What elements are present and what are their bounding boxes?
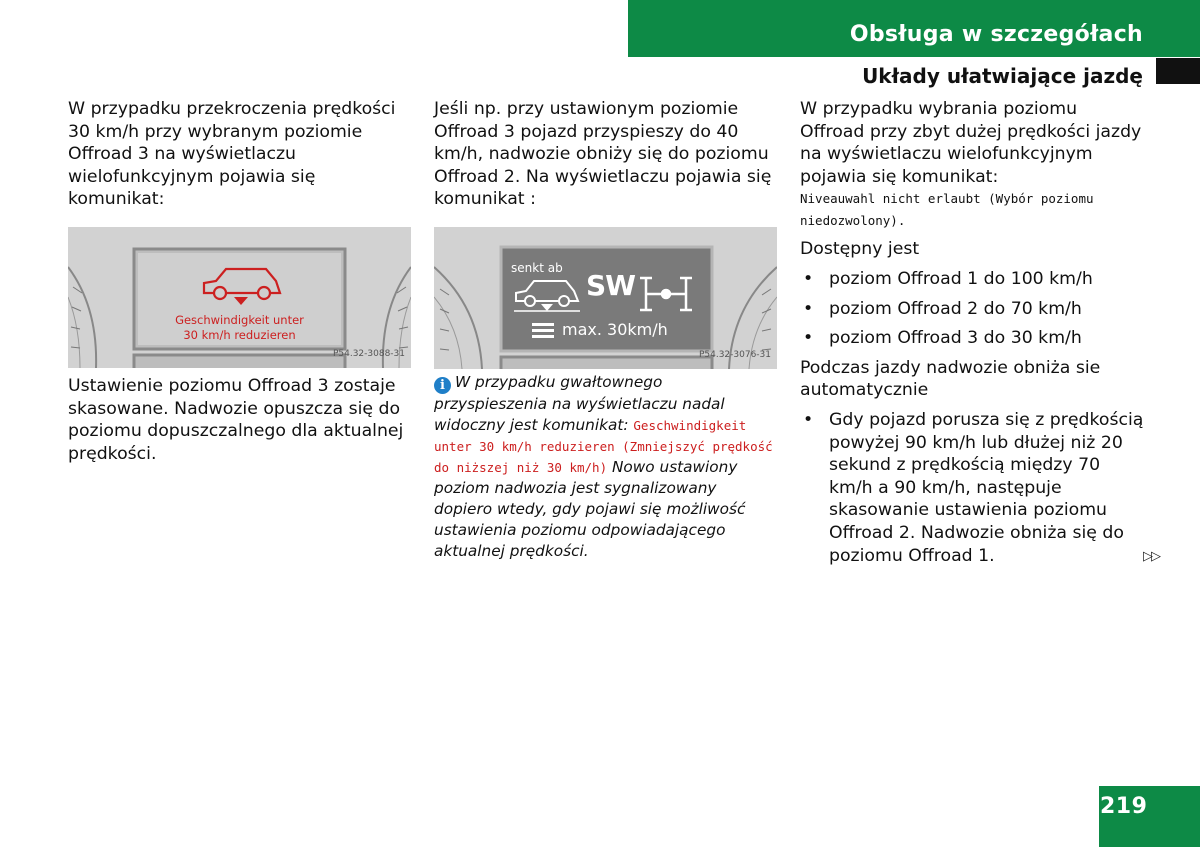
figure-code: P54.32-3076-31: [698, 350, 771, 361]
display-sw-text: SW: [586, 268, 636, 302]
axle-icon: [634, 272, 698, 316]
available-label: Dostępny jest: [800, 239, 920, 260]
note-part1: W przypadku gwałtownego przyspieszenia na wyświetlaczu nadal widoczny jest komunikat:: [434, 372, 725, 434]
display-figure-2: [434, 227, 777, 369]
col3-intro: W przypadku wybrania poziomu Offroad przy zbyt dużej prędkości jazdy na wyświetlaczu wielofunkcyjnym pojawia się komunikat:: [800, 99, 1142, 187]
column-2: [434, 98, 779, 562]
section-title: Obsługa w szczegółach: [849, 22, 1143, 47]
list-item: • poziom Offroad 2 do 70 km/h: [800, 298, 1145, 321]
auto-list: [800, 409, 1145, 567]
info-note: [434, 372, 779, 562]
figure-code: P54.32-3088-31: [332, 349, 405, 360]
col1-intro: W przypadku przekroczenia prędkości 30 km/h przy wybranym poziomie Offroad 3 na wyświetlaczu wielofunkcyjnym pojawia się komunikat:: [68, 99, 396, 210]
display-message-line1: Geschwindigkeit unter: [175, 312, 304, 327]
display-message-line2: 30 km/h reduzieren: [183, 327, 296, 342]
car-lower-icon: [196, 259, 286, 307]
level-list: [800, 268, 1145, 350]
col1-after: Ustawienie poziomu Offroad 3 zostaje skasowane. Nadwozie opuszcza się do poziomu dopuszczalnego dla aktualnej prędkości.: [68, 375, 404, 464]
info-icon: i: [434, 377, 451, 394]
auto-label: Podczas jazdy nadwozie obniża sie automatycznie: [800, 357, 1101, 401]
chapter-tab-marker: [1156, 58, 1200, 84]
continue-marker: ▷▷: [1143, 549, 1159, 564]
car-lower-icon: [512, 277, 582, 315]
subsection-title: Układy ułatwiające jazdę: [862, 64, 1143, 88]
list-item: • poziom Offroad 3 do 30 km/h: [800, 327, 1145, 350]
display-figure-1: [68, 227, 411, 368]
display-speed-text: max. 30km/h: [562, 319, 668, 339]
display-top-text: senkt ab: [511, 260, 563, 275]
note-message: Geschwindigkeit unter 30 km/h reduzieren (Zmniejszyć prędkość do niższej niż 30 km/h): [434, 417, 773, 475]
col2-intro: Jeśli np. przy ustawionym poziomie Offroad 3 pojazd przyspieszy do 40 km/h, nadwozie obniży się do poziomu Offroad 2. Na wyświetlaczu pojawia się komunikat :: [434, 99, 772, 210]
list-item: • Gdy pojazd porusza się z prędkością powyżej 90 km/h lub dłużej niż 20 sekund z prędkością między 70 km/h a 90 km/h, następuje skasowanie ustawienia poziomu Offroad 2. Nadwozie obniża się do poziomu Offroad 1.: [800, 409, 1145, 567]
level-bars-icon: [532, 321, 556, 341]
col3-message: Niveauwahl nicht erlaubt (Wybór poziomu niedozwolony).: [800, 191, 1094, 229]
note-part2: Nowo ustawiony poziom nadwozia jest sygnalizowany dopiero wtedy, gdy pojawi się możliwość ustawienia poziomu odpowiadającego aktualnej prędkości.: [434, 457, 746, 560]
column-1: [68, 98, 413, 465]
page-number: 219: [1100, 794, 1148, 819]
column-3: [800, 98, 1145, 567]
list-item: • poziom Offroad 1 do 100 km/h: [800, 268, 1145, 291]
